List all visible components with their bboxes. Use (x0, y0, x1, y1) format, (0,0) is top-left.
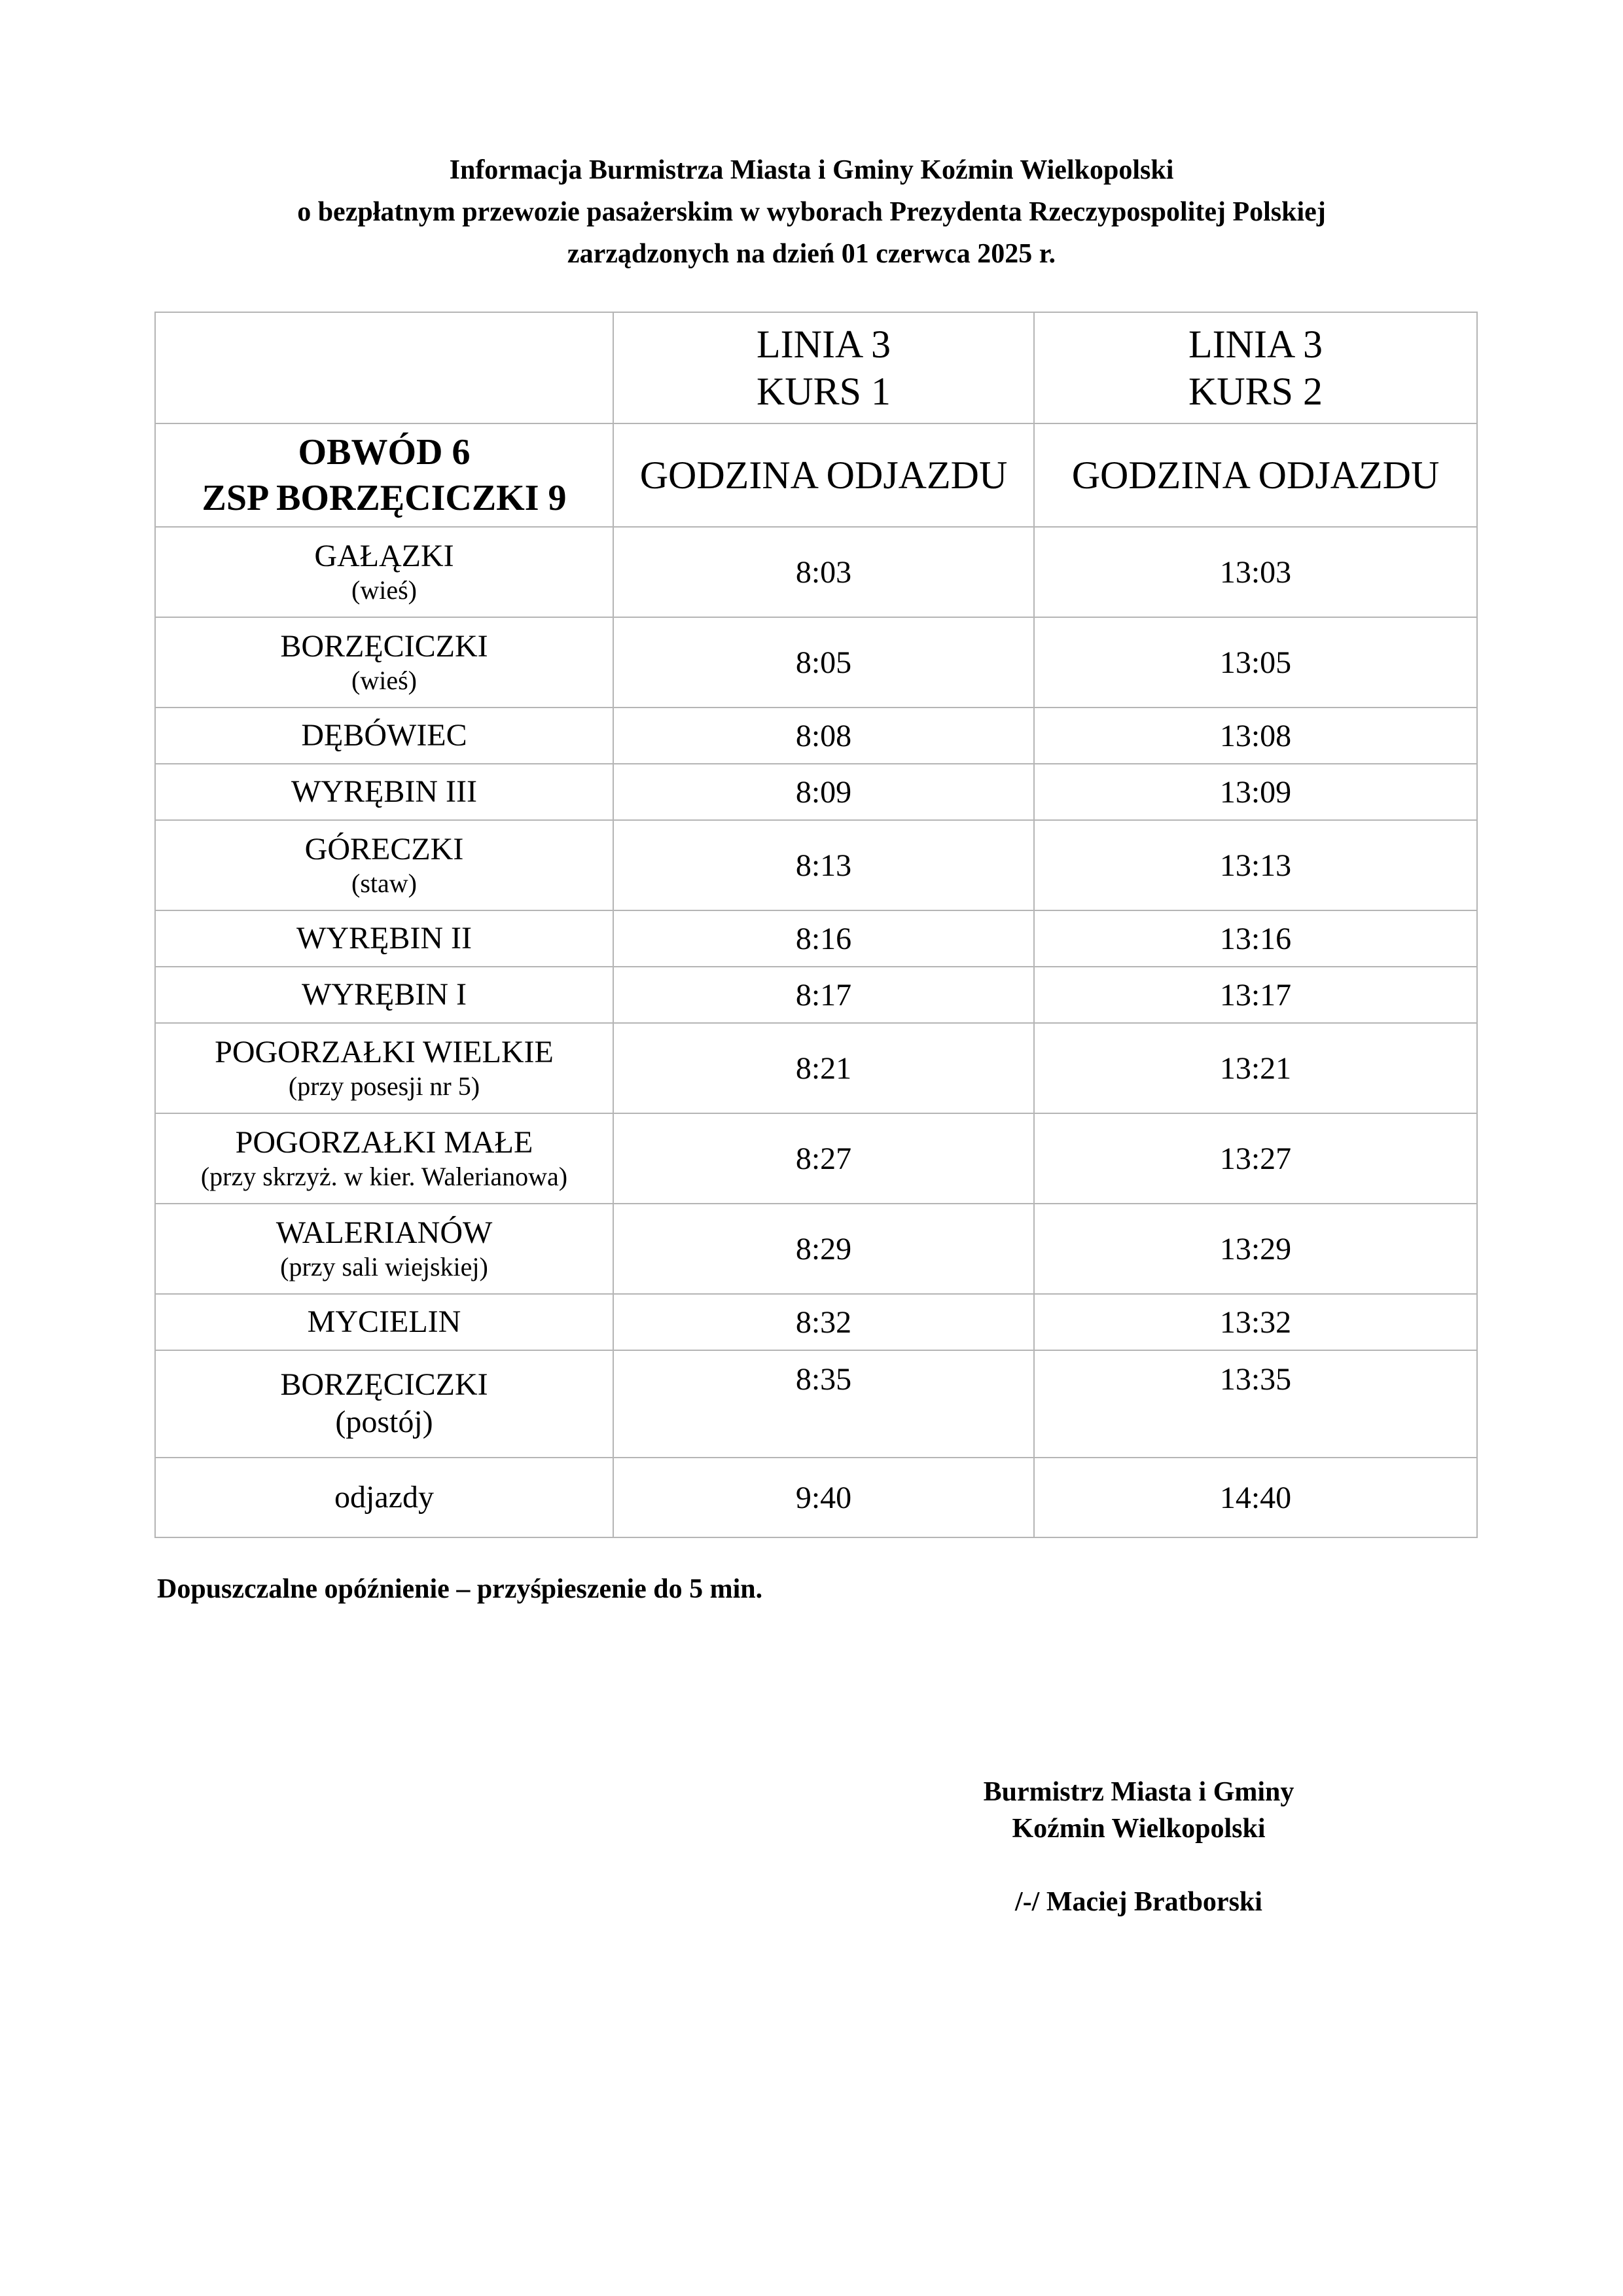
table-row (155, 967, 1477, 1023)
heading-line-1: Informacja Burmistrza Miasta i Gminy Koźmin Wielkopolski (449, 155, 1174, 185)
table-row (155, 820, 1477, 910)
stop-cell (155, 1294, 613, 1350)
time-course-1: 8:35 (613, 1350, 1034, 1458)
time-course-1: 8:13 (613, 820, 1034, 910)
time-course-1: 8:27 (613, 1113, 1034, 1204)
stop-name: WYRĘBIN I (302, 977, 467, 1012)
stop-cell (155, 1023, 613, 1113)
table-row (155, 1294, 1477, 1350)
time-course-2: 13:27 (1034, 1113, 1477, 1204)
stop-name: BORZĘCICZKI (280, 629, 488, 664)
time-course-2: 13:09 (1034, 764, 1477, 820)
signature-block (942, 1774, 1335, 1920)
stop-name: POGORZAŁKI WIELKIE (215, 1035, 554, 1069)
stop-name: WALERIANÓW (276, 1215, 493, 1250)
stop-name: GÓRECZKI (304, 832, 464, 867)
stop-cell (155, 764, 613, 820)
table-row (155, 1350, 1477, 1458)
time-course-1: 8:32 (613, 1294, 1034, 1350)
stop-name: BORZĘCICZKI (280, 1367, 488, 1402)
stop-detail: (przy posesji nr 5) (288, 1071, 480, 1101)
stop-cell (155, 967, 613, 1023)
stop-detail: (postój) (335, 1405, 433, 1439)
time-course-1: 8:21 (613, 1023, 1034, 1113)
departure-course-1: 9:40 (613, 1458, 1034, 1537)
stop-detail: (staw) (351, 869, 417, 898)
departure-course-2: 14:40 (1034, 1458, 1477, 1537)
empty-corner-cell (155, 312, 613, 423)
stop-detail: (przy sali wiejskiej) (280, 1252, 488, 1282)
departures-row (155, 1458, 1477, 1537)
signature-spacer (942, 1847, 1335, 1884)
stop-name: DĘBÓWIEC (301, 718, 467, 753)
time-course-1: 8:29 (613, 1204, 1034, 1294)
departures-label: odjazdy (155, 1458, 613, 1537)
time-course-1: 8:09 (613, 764, 1034, 820)
signature-name: /-/ Maciej Bratborski (1015, 1887, 1262, 1917)
table-row (155, 708, 1477, 764)
time-course-2: 13:03 (1034, 527, 1477, 617)
departure-time-header-2: GODZINA ODJAZDU (1034, 423, 1477, 527)
time-course-2: 13:29 (1034, 1204, 1477, 1294)
stop-cell (155, 527, 613, 617)
stop-cell (155, 1350, 613, 1458)
time-course-2: 13:35 (1034, 1350, 1477, 1458)
line-label: LINIA 3 (757, 323, 891, 366)
table-row (155, 527, 1477, 617)
line-header-course-1 (613, 312, 1034, 423)
time-course-2: 13:13 (1034, 820, 1477, 910)
time-course-2: 13:21 (1034, 1023, 1477, 1113)
stop-cell (155, 1113, 613, 1204)
time-course-2: 13:32 (1034, 1294, 1477, 1350)
stop-name: GAŁĄZKI (314, 539, 454, 573)
table-row (155, 617, 1477, 708)
stop-name: POGORZAŁKI MAŁE (235, 1125, 533, 1160)
time-course-1: 8:17 (613, 967, 1034, 1023)
time-course-2: 13:05 (1034, 617, 1477, 708)
tolerance-note: Dopuszczalne opóźnienie – przyśpieszenie do 5 min. (157, 1574, 763, 1604)
time-course-1: 8:16 (613, 910, 1034, 967)
stop-detail: (przy skrzyż. w kier. Walerianowa) (200, 1162, 568, 1191)
time-course-1: 8:08 (613, 708, 1034, 764)
time-course-2: 13:17 (1034, 967, 1477, 1023)
departure-time-header-1: GODZINA ODJAZDU (613, 423, 1034, 527)
schedule-table (154, 312, 1478, 1538)
time-course-2: 13:08 (1034, 708, 1477, 764)
stop-detail: (wieś) (351, 666, 417, 695)
column-header-row (155, 423, 1477, 527)
stop-cell (155, 708, 613, 764)
signature-title-2: Koźmin Wielkopolski (1012, 1814, 1266, 1844)
stop-cell (155, 820, 613, 910)
time-course-1: 8:03 (613, 527, 1034, 617)
time-course-1: 8:05 (613, 617, 1034, 708)
stop-cell (155, 1204, 613, 1294)
table-row (155, 1204, 1477, 1294)
circuit-number: OBWÓD 6 (298, 432, 471, 473)
line-header-row (155, 312, 1477, 423)
table-row (155, 764, 1477, 820)
stop-name: WYRĘBIN III (291, 774, 477, 809)
document-heading (0, 149, 1623, 275)
line-header-course-2 (1034, 312, 1477, 423)
circuit-location: ZSP BORZĘCICZKI 9 (202, 478, 567, 518)
stop-detail: (wieś) (351, 575, 417, 605)
line-label: LINIA 3 (1188, 323, 1323, 366)
table-row (155, 1113, 1477, 1204)
stop-name: MYCIELIN (307, 1304, 461, 1339)
table-row (155, 1023, 1477, 1113)
stop-cell (155, 617, 613, 708)
heading-line-2: o bezpłatnym przewozie pasażerskim w wyborach Prezydenta Rzeczypospolitej Polskiej (297, 197, 1326, 227)
signature-title-1: Burmistrz Miasta i Gminy (983, 1777, 1294, 1807)
circuit-header (155, 423, 613, 527)
course-label: KURS 2 (1188, 370, 1323, 413)
stop-cell (155, 910, 613, 967)
heading-line-3: zarządzonych na dzień 01 czerwca 2025 r. (567, 239, 1056, 269)
time-course-2: 13:16 (1034, 910, 1477, 967)
course-label: KURS 1 (756, 370, 891, 413)
stop-name: WYRĘBIN II (296, 921, 472, 956)
table-row (155, 910, 1477, 967)
